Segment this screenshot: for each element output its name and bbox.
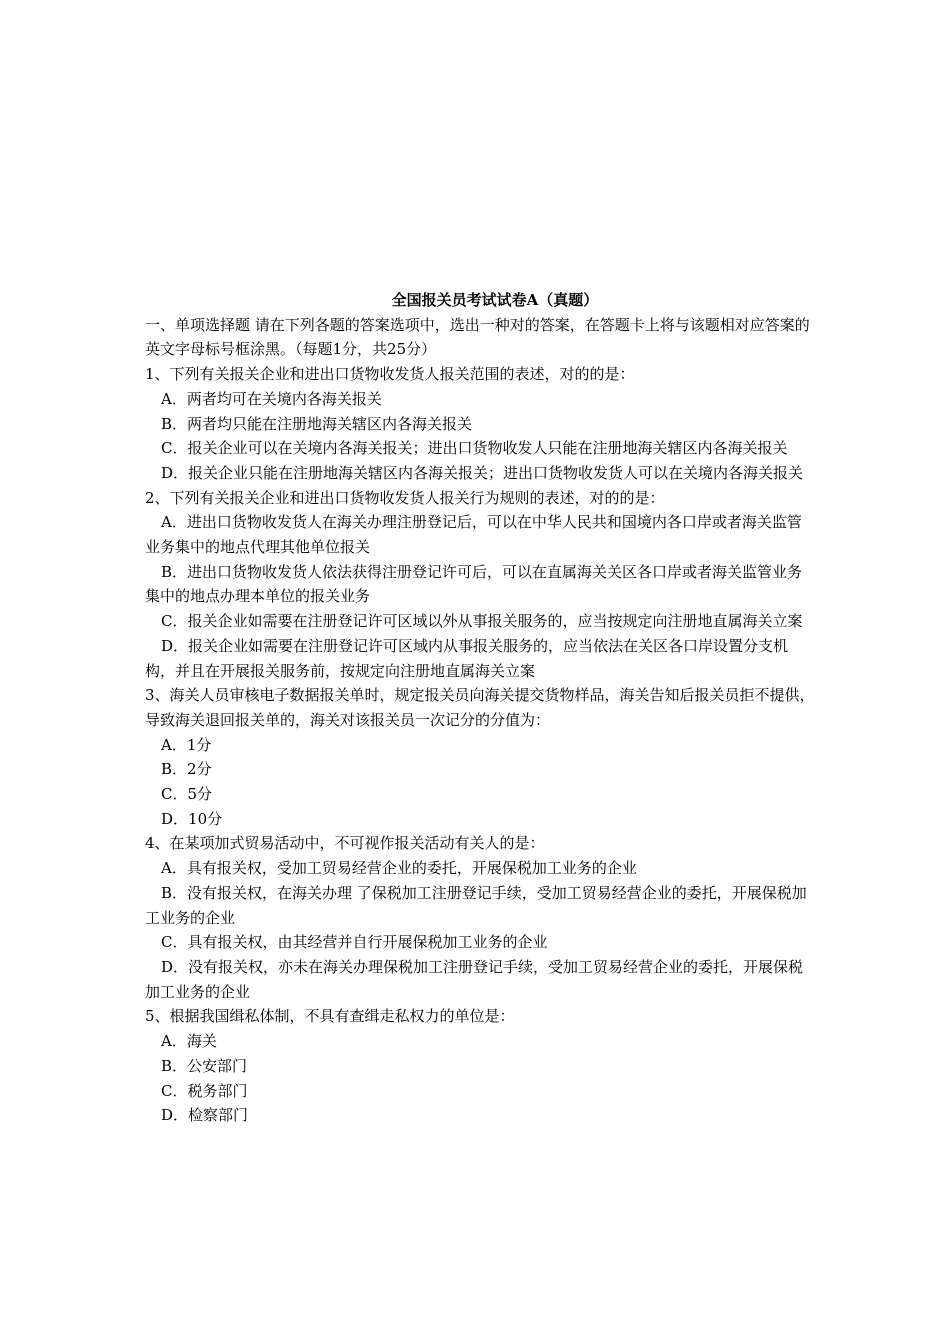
question-stem: 2、下列有关报关企业和进出口货物收发货人报关行为规则的表述，对的的是： bbox=[145, 488, 665, 507]
question-3 bbox=[145, 683, 815, 831]
option-b: B．公安部门 bbox=[161, 1056, 248, 1075]
option-a: A．海关 bbox=[161, 1032, 217, 1051]
option-b: B．2分 bbox=[161, 760, 212, 779]
option-b: B．没有报关权，在海关办理 了保税加工注册登记手续，受加工贸易经营企业的委托，开展保税加工业务的企业 bbox=[145, 883, 807, 927]
option-c: C．5分 bbox=[161, 785, 213, 804]
option-b: B．进出口货物收发货人依法获得注册登记许可后，可以在直属海关关区各口岸或者海关监管业务集中的地点办理本单位的报关业务 bbox=[145, 562, 803, 606]
option-d: D．报关企业只能在注册地海关辖区内各海关报关；进出口货物收发货人可以在关境内各海关报关 bbox=[161, 463, 804, 482]
option-c: C．具有报关权，由其经营并自行开展保税加工业务的企业 bbox=[161, 933, 548, 952]
document-body bbox=[145, 288, 815, 1128]
option-c: C．报关企业如需要在注册登记许可区域以外从事报关服务的，应当按规定向注册地直属海关立案 bbox=[161, 612, 803, 631]
option-d: D．报关企业如需要在注册登记许可区域内从事报关服务的，应当依法在关区各口岸设置分支机构，并且在开展报关服务前，按规定向注册地直属海关立案 bbox=[145, 636, 789, 680]
option-d: D．没有报关权，亦未在海关办理保税加工注册登记手续，受加工贸易经营企业的委托，开展保税加工业务的企业 bbox=[145, 957, 804, 1001]
option-c: C．报关企业可以在关境内各海关报关；进出口货物收发人只能在注册地海关辖区内各海关报关 bbox=[161, 439, 788, 458]
document-title: 全国报关员考试试卷A（真题） bbox=[391, 291, 599, 309]
question-1 bbox=[145, 362, 815, 486]
question-stem: 5、根据我国缉私体制，不具有查缉走私权力的单位是： bbox=[145, 1007, 515, 1026]
option-d: D．10分 bbox=[161, 809, 223, 828]
question-stem: 1、下列有关报关企业和进出口货物收发货人报关范围的表述，对的的是： bbox=[145, 365, 635, 384]
section-intro: 一、单项选择题 请在下列各题的答案选项中，选出一种对的答案，在答题卡上将与该题相对应答案的英文字母标号框涂黑。（每题1分，共25分） bbox=[145, 315, 810, 359]
option-a: A．具有报关权，受加工贸易经营企业的委托，开展保税加工业务的企业 bbox=[161, 859, 637, 878]
option-a: A．1分 bbox=[161, 735, 212, 754]
option-a: A．两者均可在关境内各海关报关 bbox=[161, 389, 382, 408]
option-b: B．两者均只能在注册地海关辖区内各海关报关 bbox=[161, 414, 473, 433]
question-4 bbox=[145, 831, 815, 1004]
option-c: C．税务部门 bbox=[161, 1081, 248, 1100]
question-stem: 4、在某项加式贸易活动中，不可视作报关活动有关人的是： bbox=[145, 834, 545, 853]
question-5 bbox=[145, 1004, 815, 1128]
question-stem: 3、海关人员审核电子数据报关单时，规定报关员向海关提交货物样品，海关告知后报关员拒不提供，导致海关退回报关单的，海关对该报关员一次记分的分值为： bbox=[145, 686, 815, 729]
option-d: D．检察部门 bbox=[161, 1106, 249, 1125]
option-a: A．进出口货物收发货人在海关办理注册登记后，可以在中华人民共和国境内各口岸或者海关监管业务集中的地点代理其他单位报关 bbox=[145, 513, 802, 557]
question-2 bbox=[145, 486, 815, 684]
